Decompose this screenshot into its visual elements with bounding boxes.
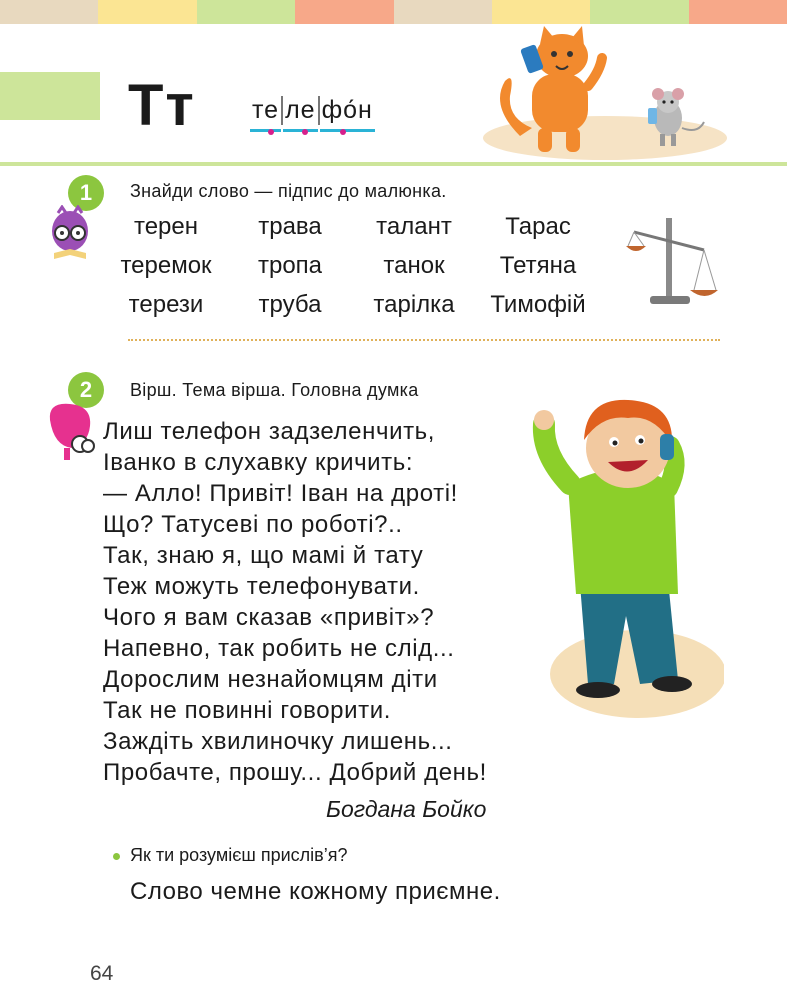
- poem: [103, 416, 487, 788]
- syllable-underline: [320, 129, 375, 132]
- poem-author: Богдана Бойко: [326, 796, 487, 822]
- vowel-dot: [268, 129, 274, 135]
- syllable-text: фо́н: [321, 96, 373, 124]
- task-number-badge: 1: [68, 175, 104, 211]
- proverb-text: Слово чемне кожному приємне.: [130, 878, 501, 905]
- word: талант: [376, 213, 452, 240]
- word: Тетяна: [499, 252, 577, 279]
- bullet-dot: [113, 853, 120, 860]
- word: Тимофій: [490, 291, 586, 318]
- stripe-segment: [295, 0, 393, 24]
- poem-line: Дорослим незнайомцям діти: [103, 666, 438, 693]
- top-color-stripe: [0, 0, 787, 24]
- syllable-underline: [250, 129, 281, 132]
- word: терен: [133, 213, 199, 240]
- poem-line: Чого я вам сказав «привіт»?: [103, 604, 435, 631]
- section-divider: [128, 339, 720, 341]
- page-number: 64: [90, 962, 114, 985]
- header-divider: [0, 162, 787, 166]
- task-title: Вірш. Тема вірша. Головна думка: [130, 380, 419, 400]
- stripe-segment: [689, 0, 787, 24]
- syllable-word: [250, 96, 375, 125]
- mouse-with-phone-icon: [638, 88, 708, 150]
- syllable: [318, 96, 375, 125]
- scales-icon: [624, 210, 720, 310]
- word: теремок: [120, 252, 212, 279]
- stripe-segment: [98, 0, 196, 24]
- stripe-segment: [394, 0, 492, 24]
- stripe-segment: [590, 0, 688, 24]
- task-number-badge: 2: [68, 372, 104, 408]
- poem-line: Теж можуть телефонувати.: [103, 573, 420, 600]
- boy-on-phone-icon: [528, 384, 724, 722]
- word: тарілка: [373, 291, 455, 318]
- word-grid: [104, 212, 600, 320]
- page-letter: Тт: [128, 73, 196, 138]
- syllable: [281, 96, 318, 125]
- word: Тарас: [505, 213, 571, 240]
- word: трава: [258, 213, 322, 240]
- syllable-underline: [283, 129, 318, 132]
- poem-line: Заждіть хвилиночку лишень...: [103, 728, 453, 755]
- poem-line: — Алло! Привіт! Іван на дроті!: [103, 480, 458, 507]
- owl-reading-icon: [48, 205, 92, 265]
- word: танок: [383, 252, 445, 279]
- vowel-dot: [340, 129, 346, 135]
- poem-line: Так, знаю я, що мамі й тату: [103, 542, 424, 569]
- section-tab: [0, 72, 100, 120]
- question-text: Як ти розумієш прислів’я?: [130, 845, 348, 865]
- vowel-dot: [302, 129, 308, 135]
- poem-line: Так не повинні говорити.: [103, 697, 391, 724]
- poem-line: Що? Татусеві по роботі?..: [103, 511, 403, 538]
- stripe-segment: [492, 0, 590, 24]
- task-title: Знайди слово — підпис до малюнка.: [130, 181, 447, 201]
- syllable-text: ле: [285, 96, 316, 124]
- word: тропа: [257, 252, 323, 279]
- poem-line: Пробачте, прошу... Добрий день!: [103, 759, 487, 786]
- poem-line: Іванко в слухавку кричить:: [103, 449, 414, 476]
- stripe-segment: [0, 0, 98, 24]
- word: терези: [128, 291, 204, 318]
- stripe-segment: [197, 0, 295, 24]
- pink-owl-icon: [44, 400, 100, 464]
- poem-line: Напевно, так робить не слід...: [103, 635, 455, 662]
- syllable-text: те: [252, 96, 280, 124]
- poem-line: Лиш телефон задзеленчить,: [103, 418, 436, 445]
- syllable: [250, 96, 281, 125]
- word: труба: [258, 291, 322, 318]
